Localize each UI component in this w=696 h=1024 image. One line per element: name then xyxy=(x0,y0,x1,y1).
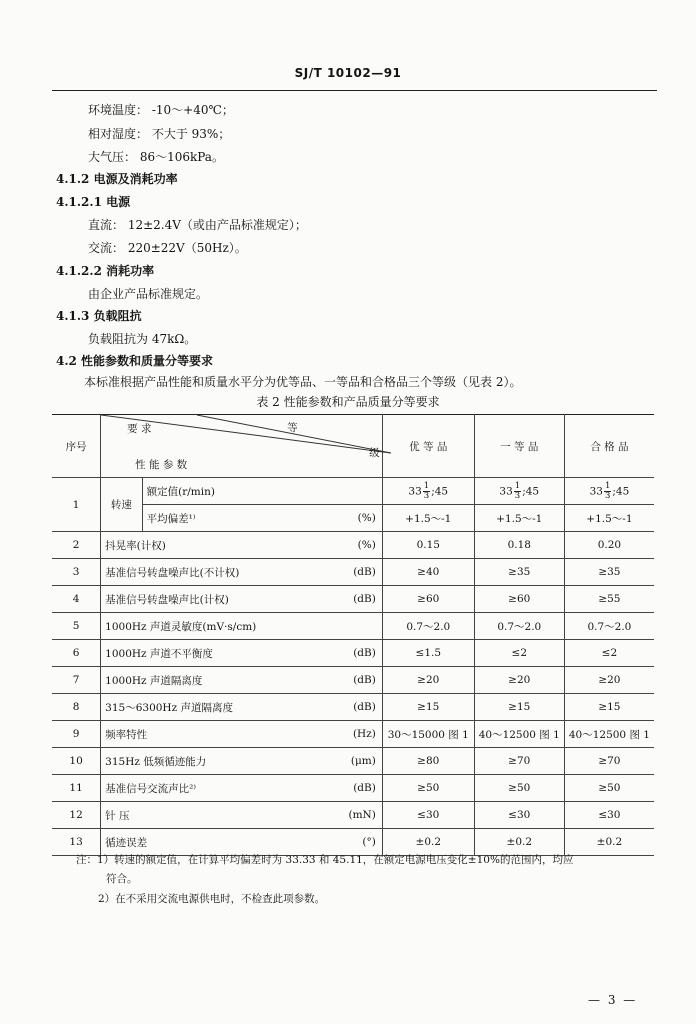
value-superior: ≥50 xyxy=(382,775,474,802)
param-name xyxy=(101,721,383,748)
value-first: ≥35 xyxy=(474,559,564,586)
ac-supply: 交流： 220±22V（50Hz）。 xyxy=(88,241,247,255)
param-label: 基准信号交流声比²⁾ xyxy=(105,782,196,795)
table-header-row xyxy=(52,415,654,478)
note-2: 2）在不采用交流电源供电时，不检查此项参数。 xyxy=(98,893,326,905)
param-unit: (%) xyxy=(357,539,376,551)
param-label: 315～6300Hz 声道隔离度 xyxy=(105,701,233,714)
table-row xyxy=(52,802,654,829)
page-number: — 3 — xyxy=(588,993,638,1007)
param-name xyxy=(142,478,382,505)
value-first: ≥60 xyxy=(474,586,564,613)
speed-group-label: 转速 xyxy=(101,478,142,532)
row-number: 10 xyxy=(52,748,101,775)
table-row xyxy=(52,613,654,640)
param-name xyxy=(101,640,383,667)
value-first: 33 $\frac{1}{3}$ ;45 xyxy=(474,478,564,505)
row-number: 7 xyxy=(52,667,101,694)
param-unit: (mN) xyxy=(348,809,376,821)
param-unit: (dB) xyxy=(353,647,376,659)
value-first: ±0.2 xyxy=(474,829,564,856)
header-grade-superior: 优 等 品 xyxy=(382,415,474,478)
value-first: ≥15 xyxy=(474,694,564,721)
power-text: 由企业产品标准规定。 xyxy=(88,287,209,301)
param-unit: (Hz) xyxy=(352,728,376,740)
value-first: ≤2 xyxy=(474,640,564,667)
param-name xyxy=(101,586,383,613)
param-unit: (°) xyxy=(362,836,376,848)
param-unit: (μm) xyxy=(350,755,376,767)
header-rule xyxy=(52,90,657,91)
value-first: ≥20 xyxy=(474,667,564,694)
value-qualified: 40～12500 图 1 xyxy=(564,721,654,748)
note-1: 注：1）转速的额定值，在计算平均偏差时为 33.33 和 45.11，在额定电源电压变化±10%的范围内，均应 xyxy=(76,854,574,866)
value-superior: 0.7～2.0 xyxy=(382,613,474,640)
param-name xyxy=(142,505,382,532)
row-number: 9 xyxy=(52,721,101,748)
header-grade-first: 一 等 品 xyxy=(474,415,564,478)
value-first: 0.7～2.0 xyxy=(474,613,564,640)
value-superior: 33 $\frac{1}{3}$ ;45 xyxy=(382,478,474,505)
section-4-1-2-1: 4.1.2.1 电源 xyxy=(56,195,131,209)
value-qualified: ≥20 xyxy=(564,667,654,694)
param-name xyxy=(101,775,383,802)
value-qualified: ±0.2 xyxy=(564,829,654,856)
table-row xyxy=(52,559,654,586)
page-header-standard-id: SJ/T 10102—91 xyxy=(294,66,402,80)
param-label: 1000Hz 声道隔离度 xyxy=(105,674,203,687)
value-qualified: ≤30 xyxy=(564,802,654,829)
value-first: ≥50 xyxy=(474,775,564,802)
value-qualified: ≥55 xyxy=(564,586,654,613)
value-superior: ≥15 xyxy=(382,694,474,721)
value-qualified: 33 $\frac{1}{3}$ ;45 xyxy=(564,478,654,505)
value-first: ≥70 xyxy=(474,748,564,775)
value-qualified: ≥15 xyxy=(564,694,654,721)
fraction: $\frac{1}{3}$ xyxy=(514,480,521,501)
fraction: $\frac{1}{3}$ xyxy=(604,480,611,501)
param-unit: (dB) xyxy=(353,782,376,794)
row-number: 8 xyxy=(52,694,101,721)
param-unit: (dB) xyxy=(353,566,376,578)
value-first: ≤30 xyxy=(474,802,564,829)
fraction: $\frac{1}{3}$ xyxy=(423,480,430,501)
param-name xyxy=(101,532,383,559)
param-unit: (dB) xyxy=(353,593,376,605)
value-first: 0.18 xyxy=(474,532,564,559)
env-temperature: 环境温度： -10～+40℃； xyxy=(88,103,234,117)
load-impedance-text: 负载阻抗为 47kΩ。 xyxy=(88,332,197,346)
row-number: 3 xyxy=(52,559,101,586)
param-label: 基准信号转盘噪声比(计权) xyxy=(105,593,229,606)
table-row xyxy=(52,748,654,775)
table-caption: 表 2 性能参数和产品质量分等要求 xyxy=(256,395,440,409)
row-number: 11 xyxy=(52,775,101,802)
param-unit: (dB) xyxy=(353,701,376,713)
value-superior: ±0.2 xyxy=(382,829,474,856)
param-label: 1000Hz 声道灵敏度(mV·s/cm) xyxy=(105,620,257,633)
param-label: 基准信号转盘噪声比(不计权) xyxy=(105,566,240,579)
param-name xyxy=(101,802,383,829)
param-label: 频率特性 xyxy=(105,728,148,741)
param-name xyxy=(101,613,383,640)
value-qualified: +1.5～-1 xyxy=(564,505,654,532)
value-superior: ≥80 xyxy=(382,748,474,775)
param-name xyxy=(101,667,383,694)
row-number: 13 xyxy=(52,829,101,856)
value-first: +1.5～-1 xyxy=(474,505,564,532)
param-label: 平均偏差¹⁾ xyxy=(146,512,196,525)
value-superior: 0.15 xyxy=(382,532,474,559)
value-qualified: 0.7～2.0 xyxy=(564,613,654,640)
param-label: 针 压 xyxy=(105,809,130,822)
param-unit: (dB) xyxy=(353,674,376,686)
header-diagonal-cell xyxy=(101,415,383,478)
table-row xyxy=(52,775,654,802)
header-level-label: 级 xyxy=(369,447,380,459)
param-name xyxy=(101,559,383,586)
performance-grade-table xyxy=(52,414,654,856)
table-row xyxy=(52,640,654,667)
table-row xyxy=(52,586,654,613)
param-label: 循迹误差 xyxy=(105,836,148,849)
value-first: 40～12500 图 1 xyxy=(474,721,564,748)
header-param-label: 性 能 参 数 xyxy=(135,459,188,471)
table-row xyxy=(52,478,654,505)
value-superior: 30～15000 图 1 xyxy=(382,721,474,748)
env-humidity: 相对湿度： 不大于 93%； xyxy=(88,127,231,141)
value-superior: +1.5～-1 xyxy=(382,505,474,532)
header-grade-label: 等 xyxy=(287,422,298,434)
value-qualified: ≥35 xyxy=(564,559,654,586)
table-row xyxy=(52,694,654,721)
row-number: 12 xyxy=(52,802,101,829)
value-superior: ≥20 xyxy=(382,667,474,694)
value-qualified: 0.20 xyxy=(564,532,654,559)
value-qualified: ≥50 xyxy=(564,775,654,802)
row-number: 5 xyxy=(52,613,101,640)
param-label: 1000Hz 声道不平衡度 xyxy=(105,647,213,660)
param-name xyxy=(101,694,383,721)
param-unit: (%) xyxy=(357,512,376,524)
section-4-1-2-2: 4.1.2.2 消耗功率 xyxy=(56,264,155,278)
table-row xyxy=(52,505,654,532)
section-4-1-3: 4.1.3 负载阻抗 xyxy=(56,309,142,323)
param-label: 抖晃率(计权) xyxy=(105,539,166,552)
param-label: 315Hz 低频循迹能力 xyxy=(105,755,207,768)
table-row xyxy=(52,721,654,748)
section-4-2: 4.2 性能参数和质量分等要求 xyxy=(56,354,214,368)
row-number: 2 xyxy=(52,532,101,559)
value-qualified: ≥70 xyxy=(564,748,654,775)
value-superior: ≥40 xyxy=(382,559,474,586)
header-req-label: 要 求 xyxy=(127,423,152,435)
note-1-continuation: 符合。 xyxy=(106,873,138,885)
grading-paragraph: 本标准根据产品性能和质量水平分为优等品、一等品和合格品三个等级（见表 2）。 xyxy=(84,375,522,389)
value-superior: ≤1.5 xyxy=(382,640,474,667)
row-number: 6 xyxy=(52,640,101,667)
row-number: 4 xyxy=(52,586,101,613)
param-name xyxy=(101,748,383,775)
value-superior: ≤30 xyxy=(382,802,474,829)
header-grade-qualified: 合 格 品 xyxy=(564,415,654,478)
table-row xyxy=(52,667,654,694)
header-no: 序号 xyxy=(52,415,101,478)
row-number: 1 xyxy=(52,478,101,532)
env-pressure: 大气压： 86～106kPa。 xyxy=(88,150,224,164)
value-qualified: ≤2 xyxy=(564,640,654,667)
table-row xyxy=(52,532,654,559)
dc-supply: 直流： 12±2.4V（或由产品标准规定）； xyxy=(88,218,307,232)
value-superior: ≥60 xyxy=(382,586,474,613)
param-label: 额定值(r/min) xyxy=(146,485,215,498)
section-4-1-2: 4.1.2 电源及消耗功率 xyxy=(56,172,178,186)
